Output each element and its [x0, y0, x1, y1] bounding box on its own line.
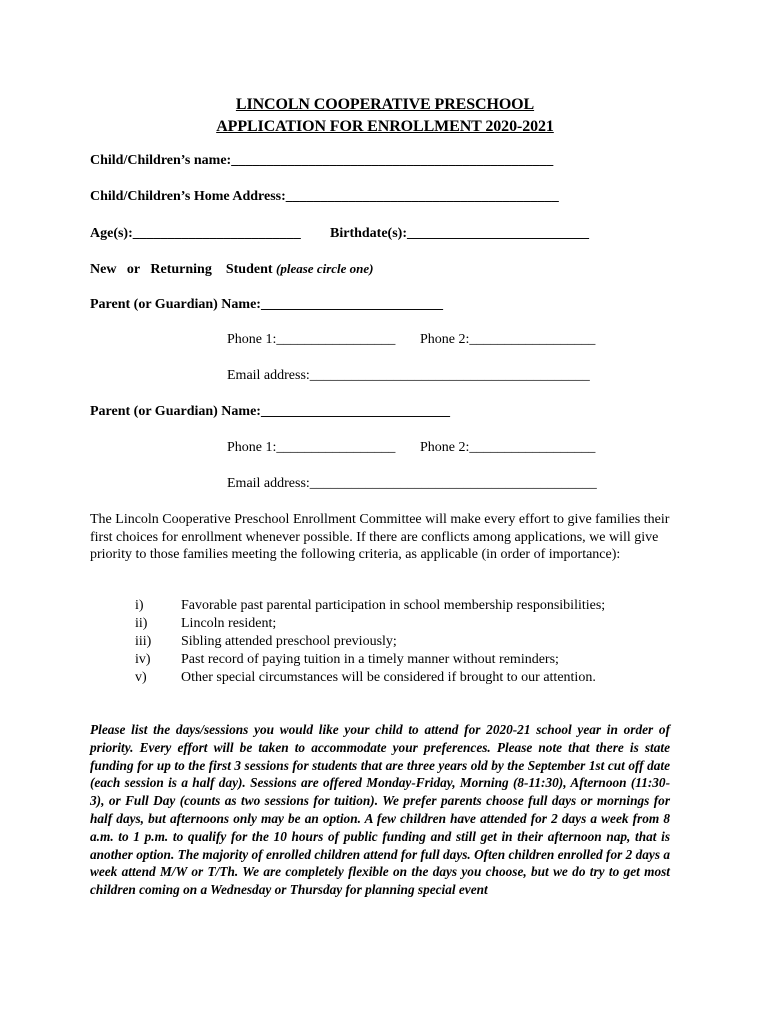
- parent1-phone1-field[interactable]: Phone 1:_________________: [227, 332, 396, 347]
- student-status-options[interactable]: New or Returning Student: [90, 262, 277, 277]
- age-field[interactable]: Age(s):________________________: [90, 226, 301, 241]
- child-name-field[interactable]: Child/Children’s name:______________________________________________: [90, 153, 554, 168]
- home-address-field[interactable]: Child/Children’s Home Address:_______________________________________: [90, 189, 559, 204]
- circle-note: (please circle one): [276, 261, 374, 276]
- student-status-line: [90, 261, 374, 278]
- parent2-email-field[interactable]: Email address:_________________________________________: [227, 476, 597, 491]
- enrollment-form-page: LINCOLN COOPERATIVE PRESCHOOL APPLICATION FOR ENROLLMENT 2020-2021 Child/Children’s name:______________________________________________ Child/Children’s Home Address:_______________________________________ Age(s):________________________ Birthdate(s):__________________________ New or Returning Student (please circle one) Parent (or Guardian) Name:__________________________ Phone 1:_________________ Phone 2:__________________ Email address:________________________________________ Parent (or Guardian) Name:___________________________ Phone 1:_________________ Phone 2:__________________ Email address:_________________________________________ The Lincoln Cooperative Preschool Enrollment Committee will make every effort to give families their first choices for enrollment whenever possible. If there are conflicts among applications, we will give priority to those families meeting the following criteria, as applicable (in order of importance): i) Favorable past parental participation in school membership responsibilities; ii) Lincoln resident; iii) Sibling attended preschool previously; iv) Past record of paying tuition in a timely manner without reminders; v) Other special circumstances will be considered if brought to our attention. Please list the days/sessions you would like your child to attend for 2020-21 school year in order of priority. Every effort will be taken to accommodate your preferences. Please note that there is state funding for up to the first 3 sessions for students that are three years old by the September 1st cut off date (each session is a half day). Sessions are offered Monday-Friday, Morning (8-11:30), Afternoon (11:30-3), or Full Day (counts as two sessions for tuition). We prefer parents choose full days or mornings for half days, but afternoons only may be an option. A few children have attended for 2 days a week from 8 a.m. to 1 p.m. to qualify for the 10 hours of public funding and still get in their afternoon nap, that is another option. The majority of enrolled children attend for full days. Often children enrolled for 2 days a week attend M/W or T/Th. We are completely flexible on the days you choose, but we do try to get most children coming on a Wednesday or Thursday for planning special event: [0, 0, 770, 1024]
- form-title: APPLICATION FOR ENROLLMENT 2020-2021: [216, 118, 554, 135]
- enrollment-intro-paragraph: The Lincoln Cooperative Preschool Enrollment Committee will make every effort to give families their first choices for enrollment whenever possible. If there are conflicts among applications, we will give priority to those families meeting the following criteria, as applicable (in order of importance):: [90, 512, 670, 562]
- school-title: LINCOLN COOPERATIVE PRESCHOOL: [235, 96, 535, 113]
- birthdate-field[interactable]: Birthdate(s):__________________________: [330, 226, 589, 241]
- parent1-name-field[interactable]: Parent (or Guardian) Name:__________________________: [90, 297, 443, 312]
- parent1-email-field[interactable]: Email address:________________________________________: [227, 368, 590, 383]
- parent2-name-field[interactable]: Parent (or Guardian) Name:___________________________: [90, 404, 450, 419]
- parent1-phone2-field[interactable]: Phone 2:__________________: [420, 332, 596, 347]
- parent2-phone2-field[interactable]: Phone 2:__________________: [420, 440, 596, 455]
- parent2-phone1-field[interactable]: Phone 1:_________________: [227, 440, 396, 455]
- session-instructions-paragraph: Please list the days/sessions you would like your child to attend for 2020-21 school year in order of priority. Every effort will be taken to accommodate your preferences. Please note that there is state funding for up to the first 3 sessions for students that are three years old by the September 1st cut off date (each session is a half day). Sessions are offered Monday-Friday, Morning (8-11:30), Afternoon (11:30-3), or Full Day (counts as two sessions for tuition). We prefer parents choose full days or mornings for half days, but afternoons only may be an option. A few children have attended for 2 days a week from 8 a.m. to 1 p.m. to qualify for the 10 hours of public funding and still get in their afternoon nap, that is another option. The majority of enrolled children attend for full days. Often children enrolled for 2 days a week attend M/W or T/Th. We are completely flexible on the days you choose, but we do try to get most children coming on a Wednesday or Thursday for planning special event: [90, 722, 670, 898]
